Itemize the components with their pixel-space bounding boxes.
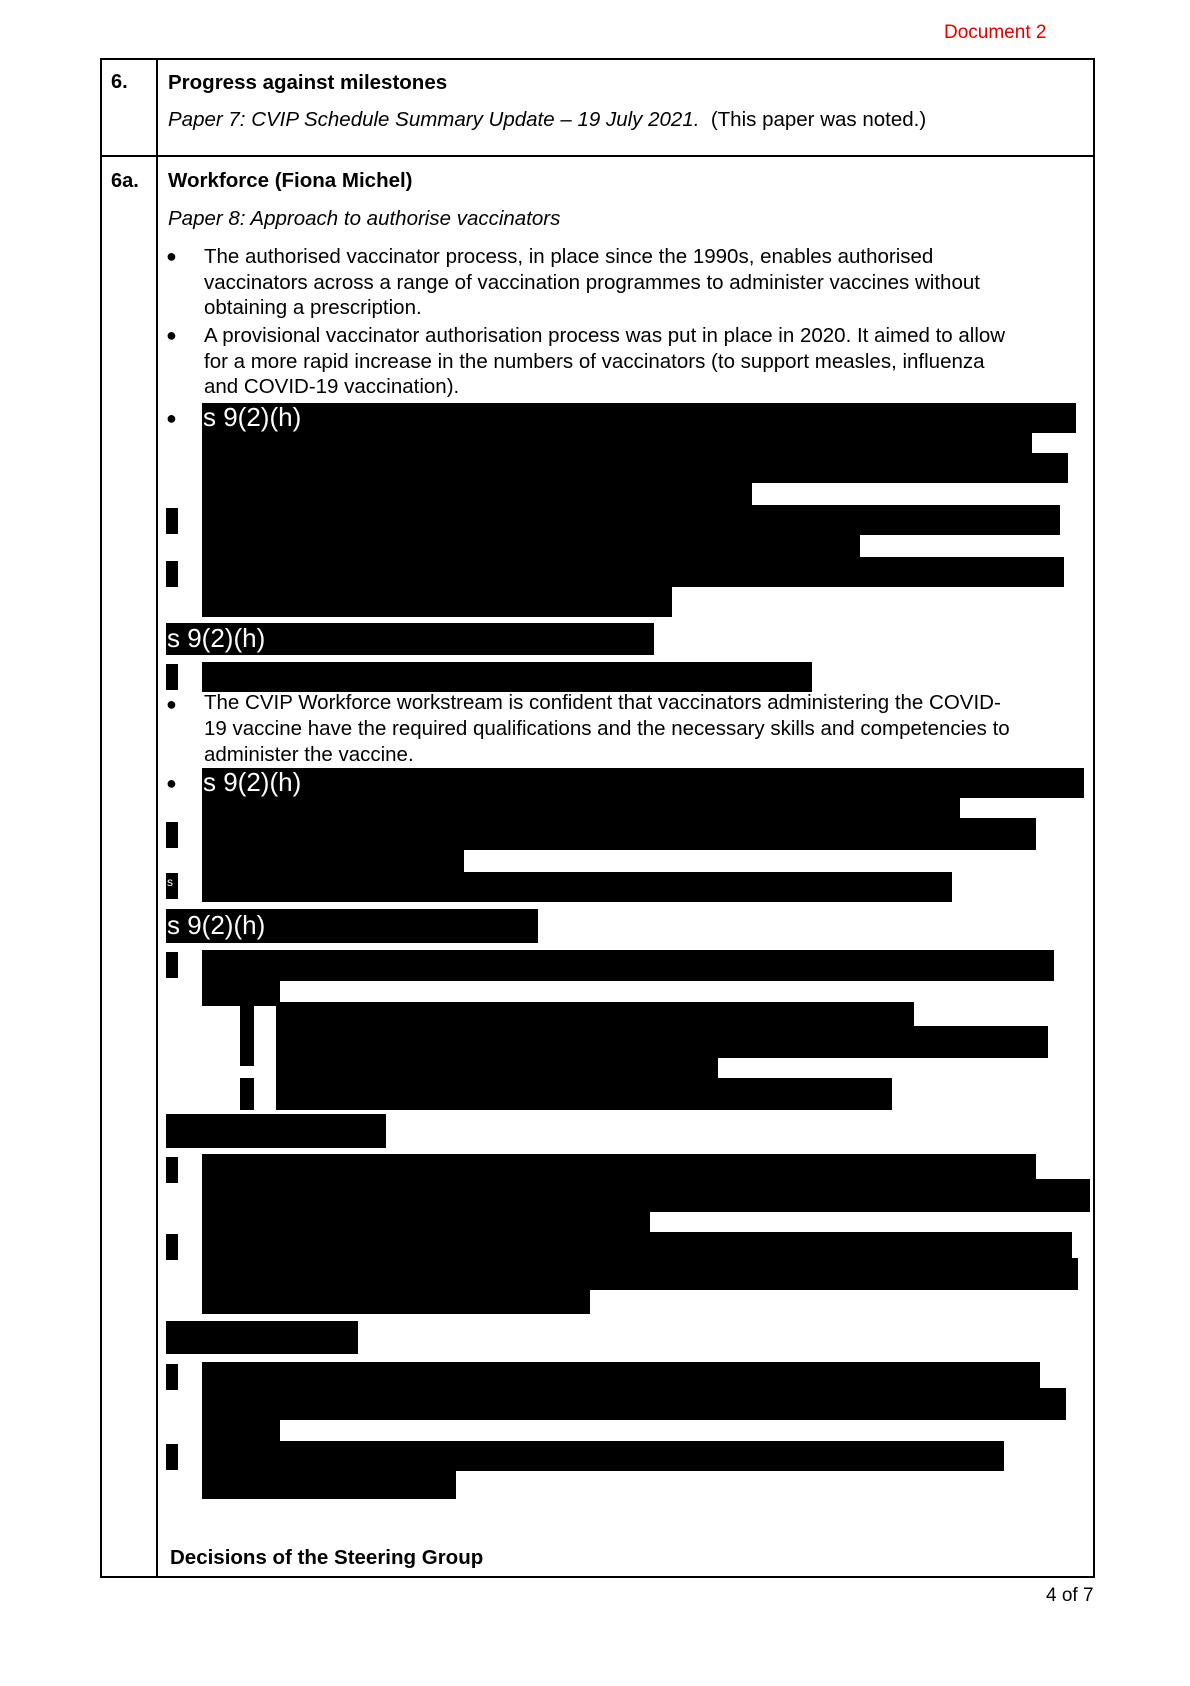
- item-number-6: 6.: [111, 71, 128, 93]
- redaction-block: [276, 1056, 718, 1080]
- redaction-bullet-block: [166, 1157, 178, 1183]
- redaction-block: [202, 950, 1054, 981]
- redaction-block: [202, 1232, 1072, 1260]
- bullet-3-line-2: 19 vaccine have the required qualifications and the necessary skills and competencies to: [204, 717, 1010, 740]
- redaction-block: [202, 1362, 1040, 1390]
- redaction-block: [202, 403, 1076, 433]
- bullet-1-line-3: obtaining a prescription.: [204, 296, 422, 319]
- redaction-bullet-block: [166, 1364, 178, 1390]
- bullet-marker: ●: [166, 246, 177, 266]
- redaction-block: [202, 1154, 1036, 1181]
- redaction-block: [276, 1026, 1048, 1058]
- redaction-block: [202, 505, 1060, 535]
- redaction-block: [202, 979, 280, 1006]
- redaction-block: [202, 1288, 590, 1314]
- bullet-3-line-3: administer the vaccine.: [204, 743, 414, 766]
- redaction-block: [276, 1078, 892, 1110]
- redaction-block: [202, 1441, 1004, 1471]
- redaction-bullet-block: [166, 822, 178, 848]
- item-heading-workforce: Workforce (Fiona Michel): [168, 169, 413, 192]
- redaction-block: [202, 848, 464, 874]
- table-border-right: [1093, 58, 1095, 1578]
- redaction-label: s 9(2)(h): [203, 402, 302, 432]
- redaction-block: [202, 768, 1084, 798]
- redaction-block: [202, 585, 672, 617]
- paper-7-line: [168, 107, 926, 133]
- redaction-block: [202, 662, 812, 692]
- bullet-2-line-2: for a more rapid increase in the numbers of vaccinators (to support measles, influenza: [204, 350, 985, 373]
- decisions-heading: Decisions of the Steering Group: [170, 1546, 484, 1569]
- redaction-block: [202, 1418, 280, 1443]
- bullet-2-line-3: and COVID-19 vaccination).: [204, 375, 460, 398]
- bullet-marker: ●: [166, 325, 177, 345]
- bullet-2-line-1: A provisional vaccinator authorisation process was put in place in 2020. It aimed to allow: [204, 324, 1006, 347]
- redaction-block: [202, 533, 860, 559]
- column-divider: [156, 58, 158, 1578]
- redaction-block: [202, 872, 952, 902]
- redaction-block: [202, 1388, 1066, 1420]
- redaction-block: [202, 453, 1068, 483]
- redaction-label: s 9(2)(h): [167, 623, 266, 653]
- redaction-label: s 9(2)(h): [203, 767, 302, 797]
- redaction-block: [202, 1469, 456, 1499]
- redaction-bullet-block: [240, 1004, 254, 1066]
- paper-8-title: Paper 8: Approach to authorise vaccinators: [168, 207, 561, 230]
- table-border-bottom: [100, 1576, 1095, 1578]
- item-heading-progress: Progress against milestones: [168, 71, 448, 94]
- redaction-bullet-block: [166, 1234, 178, 1260]
- bullet-marker: ●: [166, 773, 177, 793]
- redaction-block: [166, 1321, 358, 1354]
- bullet-1-line-2: vaccinators across a range of vaccination programmes to administer vaccines without: [204, 271, 980, 294]
- bullet-1-line-1: The authorised vaccinator process, in place since the 1990s, enables authorised: [204, 245, 934, 268]
- page-number: 4 of 7: [1046, 1585, 1094, 1606]
- bullet-marker: ●: [166, 408, 177, 428]
- bullet-marker: ●: [166, 694, 177, 714]
- redaction-bullet-block: [166, 508, 178, 534]
- redaction-bullet-block: [166, 952, 178, 978]
- redaction-label: s 9(2)(h): [167, 910, 266, 940]
- table-border-left: [100, 58, 102, 1578]
- redaction-block: [202, 1179, 1090, 1212]
- paper-7-title: Paper 7: CVIP Schedule Summary Update – 19 July 2021.: [168, 108, 700, 131]
- redaction-block: [202, 431, 1032, 455]
- redaction-block: [202, 818, 1036, 850]
- redaction-block: [202, 796, 960, 820]
- table-border-top: [100, 58, 1095, 60]
- redaction-bullet-block: [166, 1444, 178, 1470]
- item-number-6a: 6a.: [111, 170, 139, 192]
- redaction-block: [202, 557, 1064, 587]
- redaction-block: [202, 481, 752, 507]
- redaction-block: [202, 1210, 650, 1234]
- redaction-block: [202, 1258, 1078, 1290]
- bullet-3-line-1: The CVIP Workforce workstream is confident that vaccinators administering the COVID-: [204, 691, 1001, 714]
- redaction-bullet-block: [166, 664, 178, 690]
- document-label: Document 2: [944, 22, 1047, 43]
- row-divider: [100, 155, 1095, 157]
- redaction-block: [166, 1114, 386, 1148]
- redaction-label-small: s: [167, 875, 173, 889]
- redaction-bullet-block: [166, 561, 178, 587]
- redaction-bullet-block: [240, 1078, 254, 1110]
- paper-7-note: (This paper was noted.): [710, 108, 927, 131]
- redaction-block: [276, 1002, 914, 1028]
